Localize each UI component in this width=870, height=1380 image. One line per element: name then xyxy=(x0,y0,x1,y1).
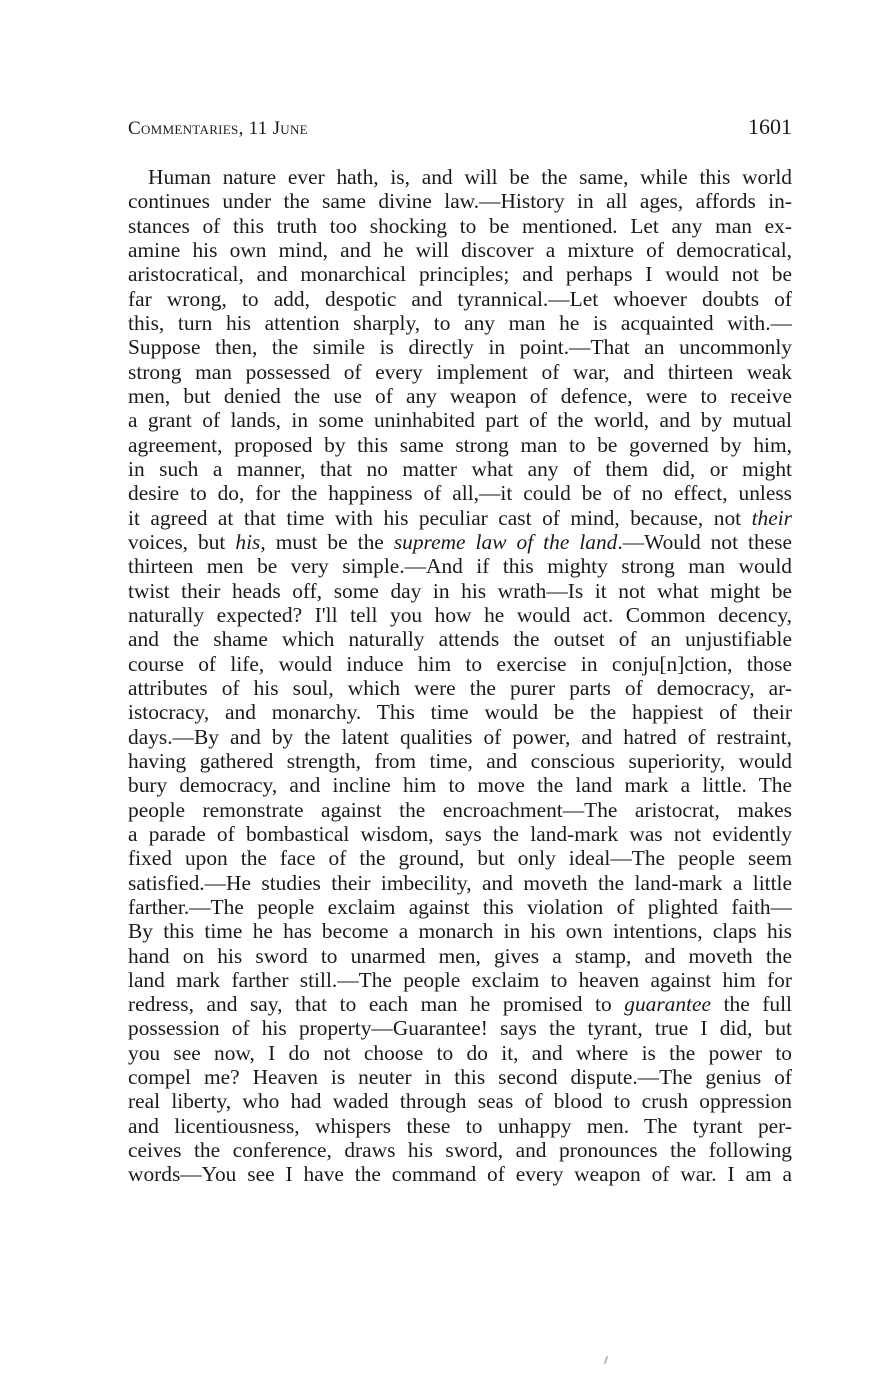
text-line: words—You see I have the command of every weapon of war. I am a xyxy=(128,1162,792,1187)
running-head-title: Commentaries, 11 June xyxy=(128,118,308,139)
text-line: course of life, would induce him to exercise in conju[n]ction, those xyxy=(128,651,792,676)
text-line: it agreed at that time with his peculiar cast of mind, because, not their xyxy=(128,505,792,530)
text-line: men, but denied the use of any weapon of defence, were to receive xyxy=(128,383,792,408)
text-line: redress, and say, that to each man he promised to guarantee the full xyxy=(128,992,792,1017)
text-line: real liberty, who had waded through seas of blood to crush oppression xyxy=(128,1089,792,1114)
text-line: desire to do, for the happiness of all,—it could be of no effect, unless xyxy=(128,481,792,506)
running-head xyxy=(128,114,792,146)
text-line: voices, but his, must be the supreme law of the land.—Would not these xyxy=(128,529,792,554)
body-paragraph xyxy=(128,165,792,1187)
text-line: thirteen men be very simple.—And if this mighty strong man would xyxy=(128,554,792,579)
text-line: satisfied.—He studies their imbecility, and moveth the land-mark a little xyxy=(128,870,792,895)
text-line: agreement, proposed by this same strong man to be governed by him, xyxy=(128,432,792,457)
text-line: twist their heads off, some day in his wrath—Is it not what might be xyxy=(128,578,792,603)
text-line: a grant of lands, in some uninhabited part of the world, and by mutual xyxy=(128,408,792,433)
text-line: possession of his property—Guarantee! says the tyrant, true I did, but xyxy=(128,1016,792,1041)
text-line: strong man possessed of every implement of war, and thirteen weak xyxy=(128,359,792,384)
text-line: and the shame which naturally attends the outset of an unjustifiable xyxy=(128,627,792,652)
text-line: this, turn his attention sharply, to any man he is acquainted with.— xyxy=(128,310,792,335)
text-line: naturally expected? I'll tell you how he would act. Common decency, xyxy=(128,602,792,627)
text-line: hand on his sword to unarmed men, gives a stamp, and moveth the xyxy=(128,943,792,968)
text-line: attributes of his soul, which were the purer parts of democracy, ar- xyxy=(128,675,792,700)
text-line: istocracy, and monarchy. This time would be the happiest of their xyxy=(128,700,792,725)
text-line: land mark farther still.—The people exclaim to heaven against him for xyxy=(128,967,792,992)
text-line: amine his own mind, and he will discover a mixture of democratical, xyxy=(128,237,792,262)
text-line: bury democracy, and incline him to move the land mark a little. The xyxy=(128,773,792,798)
text-line: Suppose then, the simile is directly in point.—That an uncommonly xyxy=(128,335,792,360)
text-line: Human nature ever hath, is, and will be the same, while this world xyxy=(148,165,792,189)
text-line: ceives the conference, draws his sword, and pronounces the following xyxy=(128,1138,792,1163)
text-line: you see now, I do not choose to do it, and where is the power to xyxy=(128,1040,792,1065)
text-line: people remonstrate against the encroachment—The aristocrat, makes xyxy=(128,797,792,822)
text-line: By this time he has become a monarch in his own intentions, claps his xyxy=(128,919,792,944)
stray-mark xyxy=(604,1356,609,1364)
text-line: farther.—The people exclaim against this violation of plighted faith— xyxy=(128,894,792,919)
page-number: 1601 xyxy=(748,114,792,139)
text-line: and licentiousness, whispers these to unhappy men. The tyrant per- xyxy=(128,1113,792,1138)
text-line: compel me? Heaven is neuter in this second dispute.—The genius of xyxy=(128,1065,792,1090)
text-line: fixed upon the face of the ground, but only ideal—The people seem xyxy=(128,846,792,871)
text-line: aristocratical, and monarchical principles; and perhaps I would not be xyxy=(128,262,792,287)
text-line: stances of this truth too shocking to be mentioned. Let any man ex- xyxy=(128,213,792,238)
text-line: continues under the same divine law.—History in all ages, affords in- xyxy=(128,189,792,214)
text-line: in such a manner, that no matter what any of them did, or might xyxy=(128,456,792,481)
text-line: having gathered strength, from time, and conscious superiority, would xyxy=(128,748,792,773)
text-line: days.—By and by the latent qualities of power, and hatred of restraint, xyxy=(128,724,792,749)
text-line: a parade of bombastical wisdom, says the land-mark was not evidently xyxy=(128,821,792,846)
text-line: far wrong, to add, despotic and tyrannical.—Let whoever doubts of xyxy=(128,286,792,311)
